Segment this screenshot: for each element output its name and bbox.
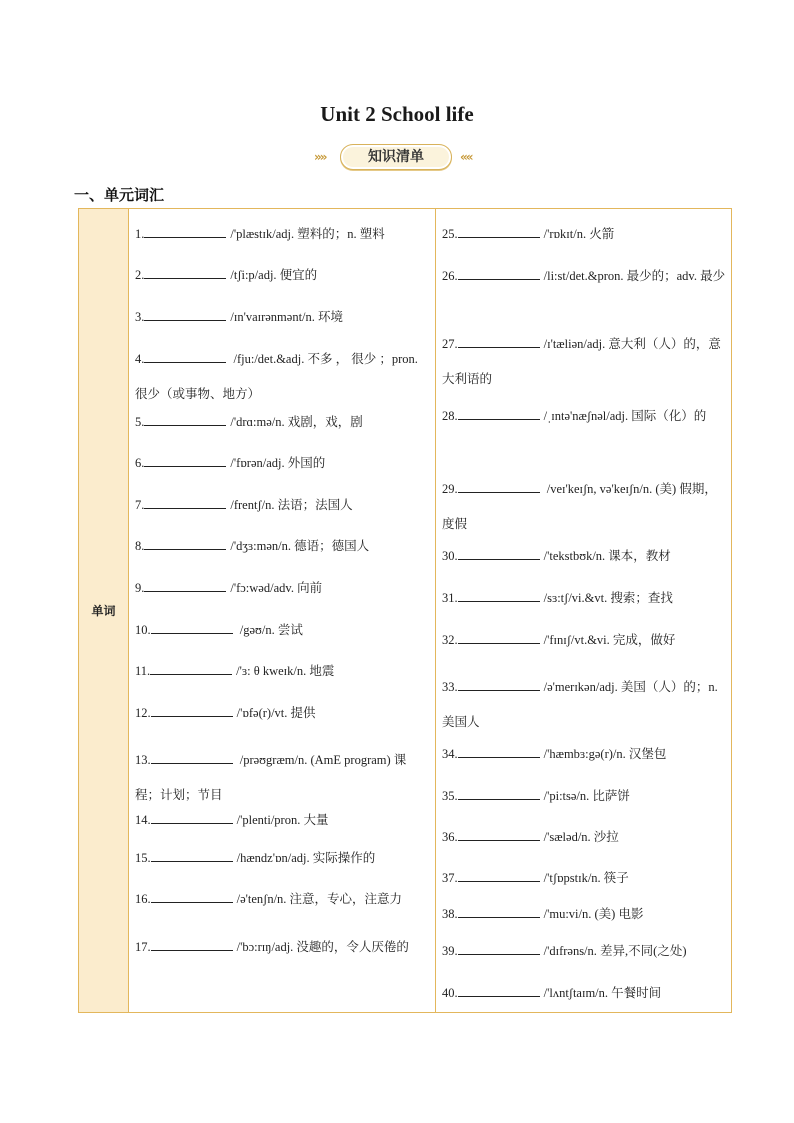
vocab-entry <box>442 826 727 848</box>
entry-number: 11. <box>135 664 151 678</box>
entry-number: 15. <box>135 851 151 865</box>
answer-blank[interactable] <box>151 751 233 764</box>
vocabulary-table <box>78 208 732 1013</box>
answer-blank[interactable] <box>144 579 226 592</box>
entry-number: 27. <box>442 337 458 351</box>
answer-blank[interactable] <box>458 225 540 238</box>
answer-blank[interactable] <box>458 787 540 800</box>
vocab-entry <box>135 660 431 682</box>
entry-number: 9. <box>135 581 145 595</box>
vocab-entry <box>442 472 727 542</box>
entry-definition: /'plenti/pron. 大量 <box>236 813 329 827</box>
answer-blank[interactable] <box>458 678 540 691</box>
entry-number: 5. <box>135 415 145 429</box>
entry-number: 2. <box>135 268 145 282</box>
entry-number: 28. <box>442 409 458 423</box>
entry-definition: /'drɑ:mə/n. 戏剧，戏，剧 <box>230 415 363 429</box>
entry-definition: /tʃi:p/adj. 便宜的 <box>230 268 318 282</box>
vocab-entry <box>135 702 431 724</box>
answer-blank[interactable] <box>151 890 233 903</box>
entry-number: 14. <box>135 813 151 827</box>
entry-number: 26. <box>442 269 458 283</box>
vocab-entry <box>135 411 431 433</box>
vocab-entry <box>135 306 431 328</box>
answer-blank[interactable] <box>458 828 540 841</box>
entry-definition: /veɪ'keɪʃn, və'keɪʃn/n. (美) 假期，度假 <box>442 482 717 531</box>
vocab-entry <box>135 577 431 599</box>
vocab-entry <box>135 888 431 910</box>
vocab-entry <box>442 327 727 397</box>
entry-definition: /'fɔ:wəd/adv. 向前 <box>230 581 323 595</box>
page-title: Unit 2 School life <box>320 102 474 126</box>
entry-definition: /'lʌntʃtaɪm/n. 午餐时间 <box>543 986 662 1000</box>
answer-blank[interactable] <box>458 335 540 348</box>
entry-number: 37. <box>442 871 458 885</box>
answer-blank[interactable] <box>458 547 540 560</box>
vocab-entry <box>442 259 727 294</box>
vocab-entry <box>442 629 727 651</box>
entry-number: 8. <box>135 539 145 553</box>
vocab-column-right <box>436 209 731 1012</box>
entry-number: 30. <box>442 549 458 563</box>
vocab-entry <box>135 930 431 965</box>
entry-definition: /'ɒfə(r)/vt. 提供 <box>236 706 316 720</box>
entry-definition: /'dʒɜ:mən/n. 德语；德国人 <box>230 539 370 553</box>
entry-number: 3. <box>135 310 145 324</box>
answer-blank[interactable] <box>144 413 226 426</box>
entry-number: 34. <box>442 747 458 761</box>
entry-number: 40. <box>442 986 458 1000</box>
entry-number: 38. <box>442 907 458 921</box>
entry-number: 25. <box>442 227 458 241</box>
vocab-entry <box>442 587 727 609</box>
answer-blank[interactable] <box>458 480 540 493</box>
entry-number: 12. <box>135 706 151 720</box>
entry-definition: /gəʊ/n. 尝试 <box>236 623 303 637</box>
entry-number: 29. <box>442 482 458 496</box>
knowledge-list-badge: 知识清单 <box>340 144 452 170</box>
entry-number: 1. <box>135 227 145 241</box>
vocab-entry <box>442 545 727 567</box>
entry-definition: /'dɪfrəns/n. 差异,不同(之处) <box>543 944 687 958</box>
entry-number: 35. <box>442 789 458 803</box>
double-chevron-right-icon: »» <box>314 150 326 164</box>
answer-blank[interactable] <box>144 537 226 550</box>
entry-definition: /'sæləd/n. 沙拉 <box>543 830 619 844</box>
double-chevron-left-icon: «« <box>460 150 472 164</box>
entry-definition: /'fɒrən/adj. 外国的 <box>230 456 326 470</box>
entry-number: 33. <box>442 680 458 694</box>
entry-definition: /'pi:tsə/n. 比萨饼 <box>543 789 630 803</box>
section-badge-row <box>0 144 794 172</box>
entry-definition: /li:st/det.&pron. 最少的；adv. 最少 <box>543 269 726 283</box>
entry-number: 17. <box>135 940 151 954</box>
section-heading: 一、单元词汇 <box>74 186 165 204</box>
entry-number: 7. <box>135 498 145 512</box>
entry-definition: /fju:/det.&adj. 不多 ， 很少 ；pron. 很少（或事物、地方） <box>135 352 418 401</box>
answer-blank[interactable] <box>144 266 226 279</box>
answer-blank[interactable] <box>458 631 540 644</box>
answer-blank[interactable] <box>458 745 540 758</box>
entry-definition: /'rɒkɪt/n. 火箭 <box>543 227 615 241</box>
vocab-entry <box>442 903 727 925</box>
answer-blank[interactable] <box>151 849 233 862</box>
answer-blank[interactable] <box>151 938 233 951</box>
vocab-entry <box>135 452 431 474</box>
vocab-entry <box>442 399 727 434</box>
entry-definition: /ɪn'vaɪrənmənt/n. 环境 <box>230 310 344 324</box>
entry-definition: /hændz'ɒn/adj. 实际操作的 <box>236 851 376 865</box>
vocab-entry <box>135 619 431 641</box>
entry-definition: /ə'merɪkən/adj. 美国（人）的；n. 美国人 <box>442 680 718 729</box>
entry-definition: /'tʃɒpstɪk/n. 筷子 <box>543 871 629 885</box>
vocab-entry <box>135 342 431 412</box>
vocab-entry <box>442 670 727 740</box>
entry-number: 36. <box>442 830 458 844</box>
answer-blank[interactable] <box>458 984 540 997</box>
answer-blank[interactable] <box>144 225 226 238</box>
answer-blank[interactable] <box>458 942 540 955</box>
answer-blank[interactable] <box>458 589 540 602</box>
answer-blank[interactable] <box>458 267 540 280</box>
vocab-entry <box>442 743 727 765</box>
entry-number: 6. <box>135 456 145 470</box>
entry-number: 39. <box>442 944 458 958</box>
answer-blank[interactable] <box>144 454 226 467</box>
vocab-entry <box>135 535 431 557</box>
answer-blank[interactable] <box>144 496 226 509</box>
vocab-entry <box>135 223 431 245</box>
answer-blank[interactable] <box>458 905 540 918</box>
entry-number: 10. <box>135 623 151 637</box>
entry-number: 16. <box>135 892 151 906</box>
vocab-column-left <box>129 209 436 1012</box>
vocab-entry <box>442 867 727 889</box>
entry-number: 4. <box>135 352 145 366</box>
entry-number: 13. <box>135 753 151 767</box>
entry-definition: /'fɪnɪʃ/vt.&vi. 完成，做好 <box>543 633 676 647</box>
answer-blank[interactable] <box>150 662 232 675</box>
vocab-entry <box>442 940 727 962</box>
answer-blank[interactable] <box>458 407 540 420</box>
entry-definition: /'bɔ:rɪŋ/adj. 没趣的，令人厌倦的 <box>236 940 409 954</box>
row-label: 单词 <box>79 209 129 1012</box>
entry-definition: /'plæstɪk/adj. 塑料的；n. 塑料 <box>230 227 385 241</box>
vocab-entry <box>135 847 431 869</box>
entry-definition: /sɜ:tʃ/vi.&vt. 搜索；查找 <box>543 591 673 605</box>
entry-definition: /prəʊgræm/n. (AmE program) 课程；计划；节目 <box>135 753 407 802</box>
entry-definition: /'mu:vi/n. (美) 电影 <box>543 907 644 921</box>
vocab-entry <box>442 785 727 807</box>
answer-blank[interactable] <box>458 869 540 882</box>
entry-definition: /ə'tenʃn/n. 注意，专心，注意力 <box>236 892 403 906</box>
answer-blank[interactable] <box>151 621 233 634</box>
entry-definition: /'tekstbʊk/n. 课本，教材 <box>543 549 671 563</box>
entry-definition: /ˌɪntə'næʃnəl/adj. 国际（化）的 <box>543 409 707 423</box>
answer-blank[interactable] <box>151 704 233 717</box>
vocab-entry <box>442 223 727 245</box>
entry-number: 31. <box>442 591 458 605</box>
vocab-entry <box>135 264 431 286</box>
entry-definition: /'hæmbɜ:gə(r)/n. 汉堡包 <box>543 747 667 761</box>
answer-blank[interactable] <box>144 350 226 363</box>
vocab-entry <box>442 982 727 1004</box>
entry-definition: /'ɜ: θ kweɪk/n. 地震 <box>236 664 335 678</box>
vocab-entry <box>135 809 431 831</box>
vocab-entry <box>135 743 431 813</box>
entry-definition: /frentʃ/n. 法语；法国人 <box>230 498 353 512</box>
entry-number: 32. <box>442 633 458 647</box>
vocab-entry <box>135 494 431 516</box>
answer-blank[interactable] <box>151 811 233 824</box>
answer-blank[interactable] <box>144 308 226 321</box>
entry-definition: /ɪ'tæliən/adj. 意大利（人）的，意大利语的 <box>442 337 721 386</box>
